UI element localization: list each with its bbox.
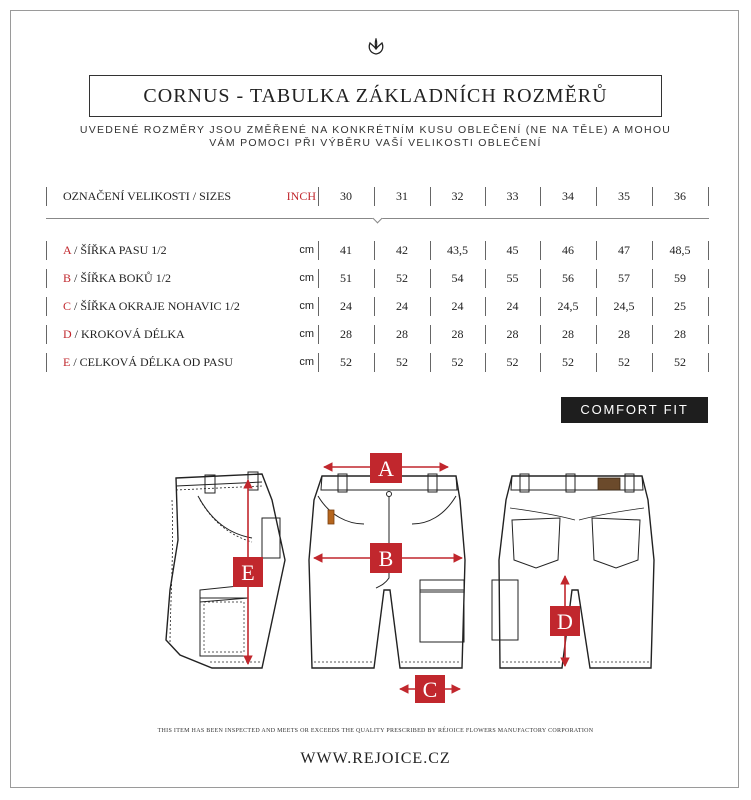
row-letter: A <box>63 243 72 257</box>
row-divider <box>46 353 47 372</box>
row-unit: cm <box>299 356 314 368</box>
table-cell: 57 <box>618 271 630 285</box>
size-36: 36 <box>674 189 686 203</box>
subtitle-line-2: VÁM POMOCI PŘI VÝBĚRU VAŠÍ VELIKOSTI OBLEČENÍ <box>209 137 542 149</box>
shorts-back-view <box>492 474 654 668</box>
table-cell: 52 <box>396 271 408 285</box>
row-label <box>63 323 185 346</box>
row-divider <box>46 241 47 260</box>
table-cell: 43,5 <box>447 243 468 257</box>
shorts-measurement-diagram <box>0 440 751 710</box>
row-label <box>63 351 233 374</box>
page-title: CORNUS - TABULKA ZÁKLADNÍCH ROZMĚRŮ <box>89 75 662 117</box>
row-divider <box>46 325 47 344</box>
row-label-text: / ŠÍŘKA OKRAJE NOHAVIC 1/2 <box>71 299 240 313</box>
marker-e <box>233 557 263 587</box>
row-divider <box>708 297 709 316</box>
table-cell: 56 <box>562 271 574 285</box>
row-unit: cm <box>299 328 314 340</box>
marker-a <box>370 453 402 483</box>
marker-d <box>550 606 580 636</box>
table-cell: 52 <box>340 355 352 369</box>
table-cell: 28 <box>674 327 686 341</box>
table-cell: 45 <box>506 243 519 257</box>
table-cell: 28 <box>451 327 464 341</box>
table-row <box>46 295 709 318</box>
table-cell: 28 <box>396 327 408 341</box>
marker-a-label: A <box>378 456 394 481</box>
marker-d-label: D <box>557 609 573 634</box>
marker-b-label: B <box>378 546 394 571</box>
size-header-unit: INCH <box>286 189 316 203</box>
size-33: 33 <box>506 189 519 203</box>
row-divider <box>46 269 47 288</box>
row-divider <box>708 187 709 206</box>
table-cell: 42 <box>396 243 408 257</box>
marker-c <box>415 675 445 703</box>
row-letter: B <box>63 271 72 285</box>
fit-badge: COMFORT FIT <box>561 397 708 423</box>
row-unit: cm <box>299 244 314 256</box>
row-label-text: / CELKOVÁ DÉLKA OD PASU <box>70 355 233 369</box>
row-divider <box>46 297 47 316</box>
table-cell: 52 <box>396 355 408 369</box>
table-cell: 52 <box>451 355 464 369</box>
table-cell: 52 <box>506 355 519 369</box>
table-cell: 47 <box>618 243 630 257</box>
row-label-text: / KROKOVÁ DÉLKA <box>71 327 185 341</box>
row-divider <box>708 353 709 372</box>
table-cell: 24 <box>451 299 464 313</box>
table-cell: 24,5 <box>613 299 635 313</box>
table-cell: 28 <box>506 327 519 341</box>
size-32: 32 <box>451 189 464 203</box>
table-cell: 24 <box>396 299 408 313</box>
subtitle-line-1: UVEDENÉ ROZMĚRY JSOU ZMĚŘENÉ NA KONKRÉTNÍM KUSU OBLEČENÍ (NE NA TĚLE) A MOHOU <box>79 124 672 136</box>
table-cell: 25 <box>674 299 686 313</box>
row-unit: cm <box>299 300 314 312</box>
table-row <box>46 323 709 346</box>
table-row <box>46 267 709 290</box>
row-letter: D <box>63 327 72 341</box>
row-letter: C <box>63 299 72 313</box>
row-label <box>63 239 167 262</box>
table-row <box>46 351 709 374</box>
quality-note: THIS ITEM HAS BEEN INSPECTED AND MEETS OR EXCEEDS THE QUALITY PRESCRIBED BY RÉJOICE FLOWERS MANUFACTORY CORPORATION <box>157 728 594 734</box>
row-unit: cm <box>299 272 314 284</box>
row-divider <box>708 241 709 260</box>
table-cell: 52 <box>618 355 630 369</box>
marker-c-label: C <box>422 677 438 702</box>
rose-bud-icon <box>366 38 386 56</box>
table-cell: 51 <box>340 271 352 285</box>
table-cell: 48,5 <box>669 243 691 257</box>
website-link[interactable]: WWW.REJOICE.CZ <box>300 750 451 767</box>
row-divider <box>708 269 709 288</box>
table-cell: 41 <box>340 243 352 257</box>
row-divider <box>46 187 47 206</box>
table-cell: 28 <box>618 327 630 341</box>
shorts-side-view <box>166 472 285 668</box>
size-34: 34 <box>562 189 574 203</box>
marker-e-label: E <box>241 560 255 585</box>
table-row <box>46 239 709 262</box>
table-cell: 55 <box>506 271 519 285</box>
size-header-label: OZNAČENÍ VELIKOSTI / SIZES <box>63 189 232 203</box>
table-cell: 46 <box>562 243 574 257</box>
table-cell: 24 <box>506 299 519 313</box>
table-cell: 59 <box>674 271 686 285</box>
row-letter: E <box>63 355 71 369</box>
size-30: 30 <box>340 189 352 203</box>
table-cell: 24 <box>340 299 352 313</box>
size-header-row <box>46 185 709 208</box>
row-label <box>63 295 240 318</box>
table-cell: 52 <box>674 355 686 369</box>
table-cell: 54 <box>451 271 464 285</box>
size-35: 35 <box>618 189 630 203</box>
subtitle <box>40 124 711 150</box>
marker-b <box>370 543 402 573</box>
table-cell: 52 <box>562 355 574 369</box>
row-label-text: / ŠÍŘKA BOKŮ 1/2 <box>71 271 172 285</box>
row-divider <box>708 325 709 344</box>
row-label-text: / ŠÍŘKA PASU 1/2 <box>71 243 167 257</box>
table-cell: 28 <box>340 327 352 341</box>
row-label <box>63 267 171 290</box>
size-31: 31 <box>396 189 408 203</box>
table-cell: 24,5 <box>557 299 579 313</box>
table-cell: 28 <box>562 327 574 341</box>
